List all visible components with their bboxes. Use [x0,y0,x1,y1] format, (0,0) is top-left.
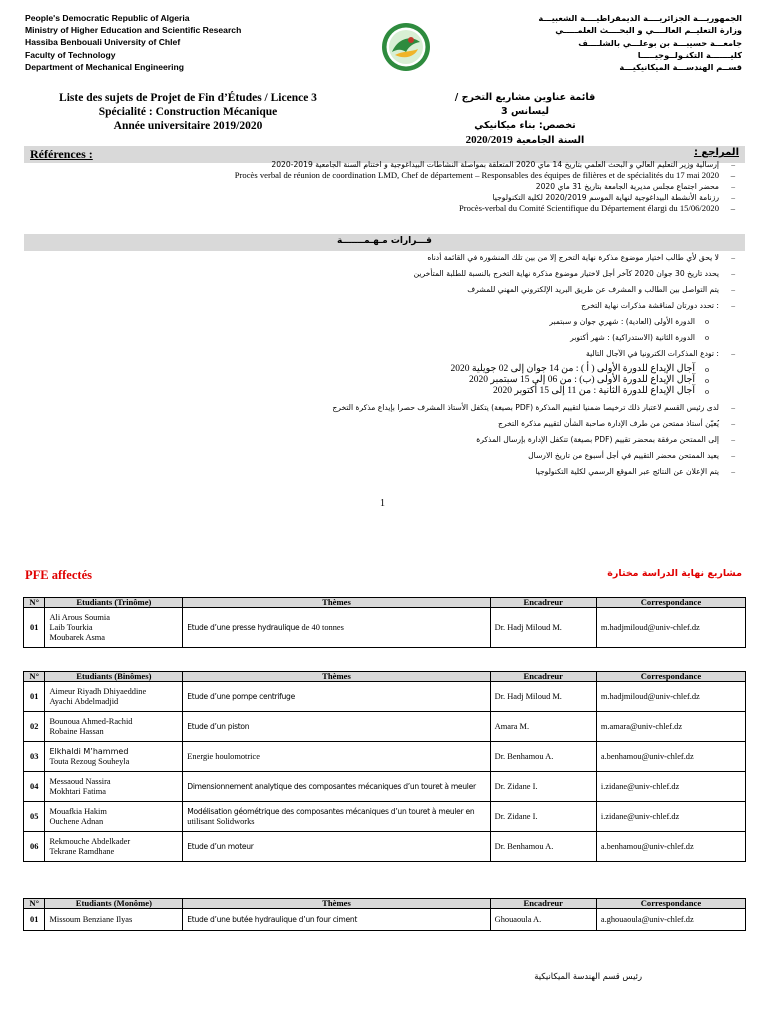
theme-cell [183,742,490,772]
title-french [28,91,348,133]
col-supervisor: Encadreur [490,899,596,909]
students-cell [45,832,183,862]
table-row [24,682,746,712]
email-link[interactable]: i.zidane@univ-chlef.dz [596,772,745,802]
row-number: 01 [24,608,45,648]
student-name: Robaine Hassan [49,726,104,736]
references-label-ar: المراجع : [693,147,739,158]
reference-item: إرسالية وزير التعليم العالي و البحث العلمي بتاريخ 14 ماي 2020 المتعلقة بمواصلة النشاطات البيداغوجية و اختتام السنة الجامعية 2019-2020 – [24,159,737,170]
col-email: Correspondance [596,899,745,909]
email-link[interactable]: m.hadjmiloud@univ-chlef.dz [596,682,745,712]
theme-title: Dimensionnement analytique des composantes mécaniques d’un touret à meuler [187,781,476,791]
theme-detail: utilisant Solidworks [187,816,255,826]
theme-cell [183,802,490,832]
students-cell [45,742,183,772]
decision-item: تودع المذكرات الكترونيا في الآجال التالية : – [24,348,737,359]
student-name: Ali Arous Soumia [49,612,110,622]
header-left-line: Department of Mechanical Engineering [25,61,185,72]
col-students: Etudiants (Trinôme) [45,598,183,608]
decision-item: يعيد الممتحن محضر التقييم في أجل أسبوع من تاريخ الارسال – [24,450,737,461]
col-students: Etudiants (Monôme) [45,899,183,909]
header-right [538,12,742,73]
student-name: Moubarek Asma [49,632,106,642]
col-supervisor: Encadreur [490,598,596,608]
theme-title: Modélisation géométrique des composantes mécaniques d’un touret à meuler en [187,806,475,816]
title-arabic [440,91,610,148]
header-left-line: Faculty of Technology [25,49,116,60]
header-right-line: قســم الهندســـة الميكانيكيـــة [619,62,742,73]
decisions-title: قـــرارات مـهـمـــــــة [337,236,432,246]
col-num: N° [24,598,45,608]
theme-cell [183,712,490,742]
table-row [24,608,746,648]
col-theme: Thèmes [183,672,490,682]
title-fr-line2: Spécialité : Construction Mécanique [98,106,278,118]
theme-cell [183,682,490,712]
table-row [24,832,746,862]
student-name: Bounoua Ahmed-Rachid [49,716,133,726]
title-ar-line2: تخصص: بناء ميكانيكي [474,120,576,131]
student-name: Tekrane Ramdhane [49,846,115,856]
header-left [25,12,241,73]
email-link[interactable]: a.benhamou@univ-chlef.dz [596,742,745,772]
email-link[interactable]: a.ghouaoula@univ-chlef.dz [596,909,745,931]
student-name: Elkhaldi M’hammed [49,746,129,756]
signature-title: رئيس قسم الهندسة الميكانيكية [534,971,642,981]
theme-cell [183,832,490,862]
student-name: Messaoud Nassira [49,776,111,786]
decision-sub-item: آجال الإيداع للدورة الأولى ( أ ) : من 14 جوان إلى 02 جويلية 2020 o [24,364,737,375]
decision-item: يتم التواصل بين الطالب و المشرف عن طريق البريد الإلكتروني المهني للمشرف – [24,284,737,295]
row-number: 05 [24,802,45,832]
binome-table [23,671,746,862]
theme-title: Etude d’une pompe centrifuge [187,691,295,701]
row-number: 04 [24,772,45,802]
student-name: Mouafkia Hakim [49,806,107,816]
row-number: 01 [24,682,45,712]
table-header-row [24,899,746,909]
title-fr-line3: Année universitaire 2019/2020 [113,120,263,132]
pfe-heading-fr: PFE affectés [25,568,92,582]
decision-sub-item: الدورة الثانية (الاستدراكية) : شهر أكتوبر o [24,332,737,343]
theme-detail: Energie houlomotrice [187,751,260,761]
supervisor-cell: Amara M. [490,712,596,742]
theme-cell [183,608,490,648]
student-name: Aimeur Riyadh Dhiyaeddine [49,686,147,696]
email-link[interactable]: a.benhamou@univ-chlef.dz [596,832,745,862]
header-right-line: وزارة التعليــم العالــــي و البحــــث العلمـــــي [555,25,742,36]
row-number: 02 [24,712,45,742]
supervisor-cell: Dr. Benhamou A. [490,742,596,772]
decisions-bar [24,234,745,251]
reference-item: محضر اجتماع مجلس مديرية الجامعة بتاريخ 31 ماي 2020 – [24,181,737,192]
theme-title: Etude d’une presse hydraulique [187,622,300,632]
title-ar-year: 2020/2019 [465,134,513,146]
decision-item: تحدد دورتان لمناقشة مذكرات نهاية التخرج : – [24,300,737,311]
student-name: Touta Rezoug Souheyla [49,756,130,766]
decision-sub-item: آجال الإيداع للدورة الثانية : من 11 إلى 15 أكتوبر 2020 o [24,386,737,397]
col-num: N° [24,899,45,909]
decision-item: تتكفل الإدارة بإرسال المذكرة (بصيغة PDF) إلى الممتحن مرفقة بمحضر تقييم – [24,434,737,445]
row-number: 01 [24,909,45,931]
col-supervisor: Encadreur [490,672,596,682]
students-cell [45,772,183,802]
email-link[interactable]: m.amara@univ-chlef.dz [596,712,745,742]
decision-item: يحدد تاريخ 30 جوان 2020 كآخر أجل لاختيار موضوع مذكرة نهاية التخرج بالنسبة للطلبة المتأخرين – [24,268,737,279]
title-ar-year-label: السنة الجامعية [516,135,585,146]
student-name: Missoum Benziane Ilyas [49,914,133,924]
references-label-fr: Références : [30,147,93,161]
table-row [24,802,746,832]
decision-item: لا يحق لأي طالب اختيار موضوع مذكرة نهاية التخرج إلا من بين تلك المنشورة في القائمة أدناه – [24,252,737,263]
email-link[interactable]: i.zidane@univ-chlef.dz [596,802,745,832]
student-name: Ayachi Abdelmadjid [49,696,119,706]
trinome-table [23,597,746,648]
col-email: Correspondance [596,672,745,682]
decisions-list [24,252,737,477]
supervisor-cell: Dr. Zidane I. [490,772,596,802]
header-right-line: كليـــــــة التكنـولــوجيـــــا [637,49,742,60]
title-ar-line1: قائمة عناوين مشاريع التخرج / ليسانس 3 [454,92,596,117]
header-left-line: Hassiba Benbouali University of Chlef [25,37,181,48]
page-number: 1 [380,498,385,509]
col-students: Etudiants (Binômes) [45,672,183,682]
student-name: Mokhtari Fatima [49,786,106,796]
supervisor-cell: Dr. Zidane I. [490,802,596,832]
reference-item: Procès verbal de réunion de coordination LMD, Chef de département – Responsables des équipes de filières et de spécialités du 17 mai 2020 – [24,170,737,181]
theme-title: Etude d’une butée hydraulique d’un four ciment [187,914,358,924]
decision-sub-item: آجال الإيداع للدورة الأولى (ب) : من 06 إلى 15 سبتمبر 2020 o [24,375,737,386]
row-number: 06 [24,832,45,862]
supervisor-cell: Dr. Benhamou A. [490,832,596,862]
students-cell [45,682,183,712]
references-list [24,159,737,214]
students-cell [45,608,183,648]
header-right-line: جامعـــة حسيبـــة بن بوعلـــي بالشلــــف [578,37,742,48]
table-row [24,742,746,772]
student-name: Ouchene Adnan [49,816,104,826]
theme-detail: de 40 tonnes [299,622,344,632]
email-link[interactable]: m.hadjmiloud@univ-chlef.dz [596,608,745,648]
reference-item: رزنامة الأنشطة البيداغوجية لنهاية الموسم 2020/2019 لكلية التكنولوجيا – [24,192,737,203]
university-logo [381,22,431,72]
pfe-heading-ar: مشاريع نهاية الدراسة مختارة [607,568,742,579]
student-name: Rekmouche Abdelkader [49,836,131,846]
students-cell [45,802,183,832]
col-email: Correspondance [596,598,745,608]
student-name: Laib Tourkia [49,622,93,632]
decision-item: يتكفل الأستاذ المشرف حصرا بإيداع مذكرة التخرج (بصيغة PDF) لدى رئيس القسم لاعتبار ذلك ترخيصا ضمنيا لتقييم المذكرة – [24,402,737,413]
supervisor-cell: Dr. Hadj Miloud M. [490,608,596,648]
col-num: N° [24,672,45,682]
header-left-line: People's Democratic Republic of Algeria [25,13,190,23]
table-row [24,712,746,742]
table-row [24,909,746,931]
students-cell [45,909,183,931]
reference-item: Procès-verbal du Comité Scientifique du Département élargi du 15/06/2020 – [24,203,737,214]
col-theme: Thèmes [183,899,490,909]
theme-title: Etude d’un moteur [187,841,254,851]
table-header-row [24,672,746,682]
row-number: 03 [24,742,45,772]
header-left-line: Ministry of Higher Education and Scientific Research [25,25,242,36]
supervisor-cell: Dr. Hadj Miloud M. [490,682,596,712]
table-header-row [24,598,746,608]
decision-sub-item: الدورة الأولى (العادية) : شهري جوان و سبتمبر o [24,316,737,327]
supervisor-cell: Ghouaoula A. [490,909,596,931]
header-right-line: الجمهوريـــة الجزائريــــة الديمقراطيــــة الشعبيـــة [538,13,742,23]
decision-item: يتم الإعلان عن النتائج عبر الموقع الرسمي لكلية التكنولوجيا – [24,466,737,477]
monome-table [23,898,746,931]
theme-cell [183,772,490,802]
title-fr-line1: Liste des sujets de Projet de Fin d’Études / Licence 3 [59,92,317,104]
theme-title: Etude d’un piston [187,721,250,731]
col-theme: Thèmes [183,598,490,608]
table-row [24,772,746,802]
theme-cell [183,909,490,931]
students-cell [45,712,183,742]
decision-item: يُعيّن أستاذ ممتحن من طرف الإدارة صاحبة الشأن لتقييم مذكرة التخرج – [24,418,737,429]
